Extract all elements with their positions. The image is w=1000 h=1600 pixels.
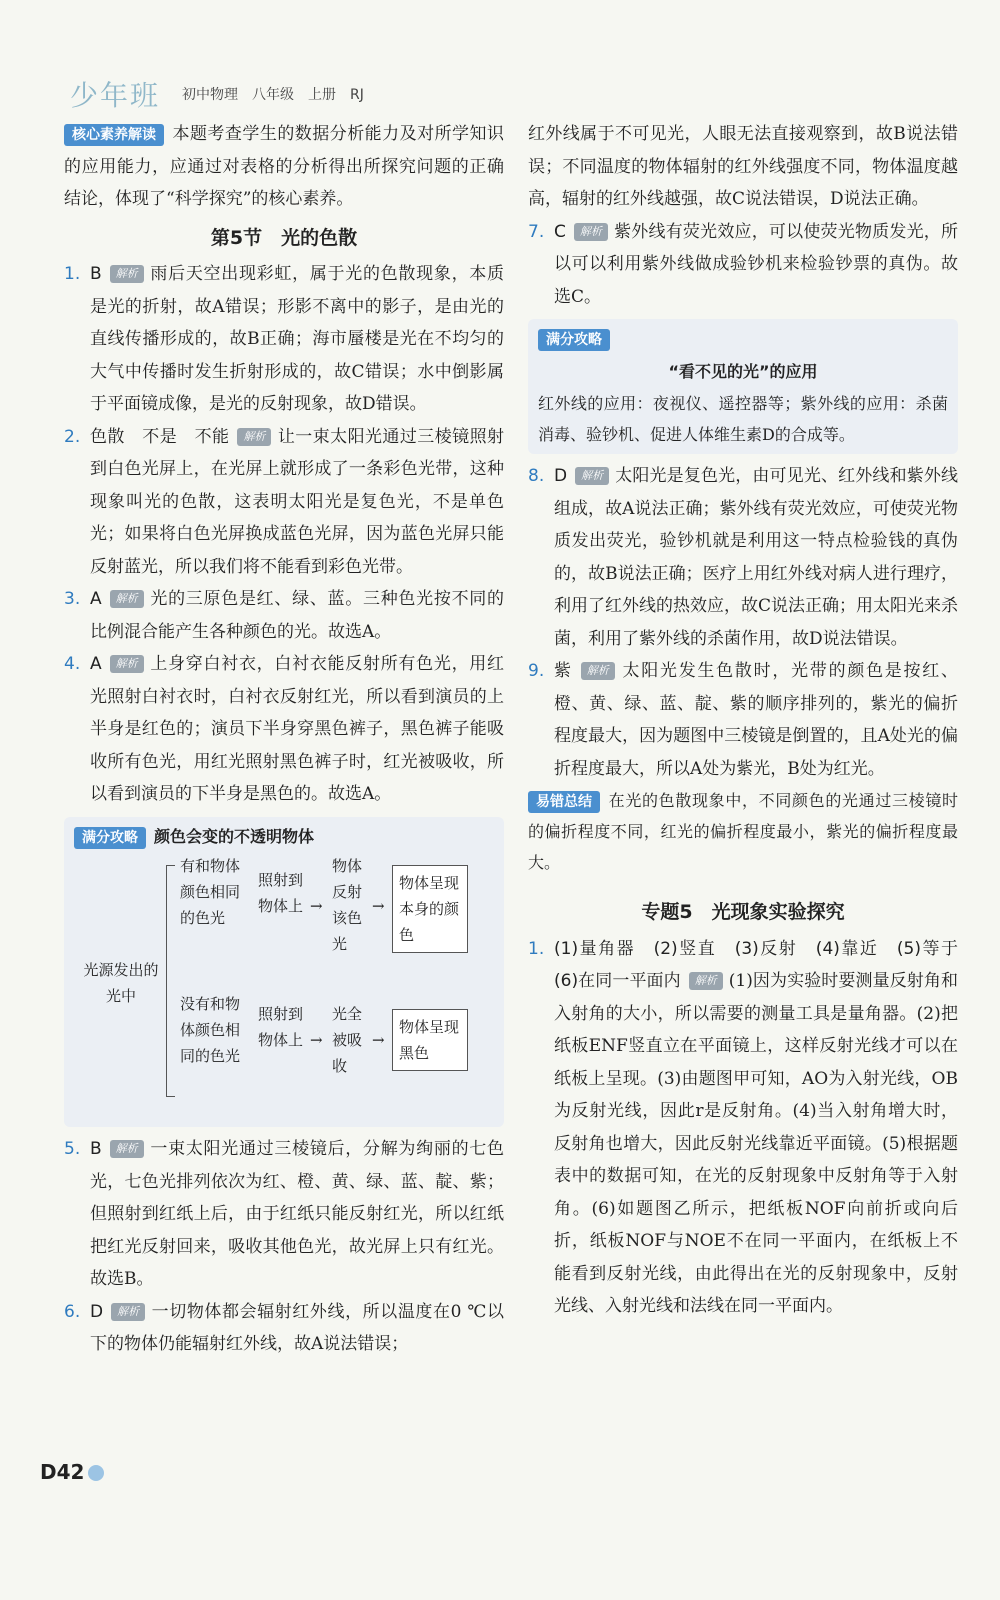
item-answer: B	[90, 264, 102, 284]
diagram-mid1a: 照射到物体上	[258, 871, 304, 915]
analysis-tag: 解析	[110, 265, 144, 283]
analysis-tag: 解析	[111, 1303, 145, 1321]
diagram-mid1b: 物体反射该色光	[332, 857, 363, 953]
error-summary-badge: 易错总结	[528, 791, 600, 813]
item-text: 太阳光是复色光，由可见光、红外线和紫外线组成，故A说法正确；紫外线有荧光效应，可使荧光物质发出荧光，验钞机就是利用这一特点检验钱的真伪的，故B说法正确；医疗上用红外线对病人进行理疗，利用了红外线的热效应，故C说法正确；用太阳光来杀菌，利用了紫外线的杀菌作用，故D说法错误。	[554, 466, 959, 649]
brand-logo: 少年班	[70, 79, 161, 112]
analysis-tag: 解析	[110, 1140, 144, 1158]
arrow-icon: →	[310, 1031, 323, 1049]
item-number: 7.	[528, 221, 545, 242]
item-answer: A	[90, 589, 102, 609]
box-title: 颜色会变的不透明物体	[154, 826, 315, 846]
diagram-branch2: 没有和物体颜色相同的色光	[180, 995, 241, 1065]
page-number	[40, 1460, 104, 1484]
item-number: 6.	[64, 1301, 81, 1322]
item-text: 让一束太阳光通过三棱镜照射到白色光屏上，在光屏上就形成了一条彩色光带，这种现象叫光的色散，这表明太阳光是复色光，不是单色光；如果将白色光屏换成蓝色光屏，因为蓝色光屏只能反射蓝光，所以我们将不能看到彩色光带。	[90, 426, 505, 577]
diagram-result2: 物体呈现黑色	[392, 1009, 468, 1071]
arrow-icon: →	[372, 897, 385, 915]
item-text: 一束太阳光通过三棱镜后，分解为绚丽的七色光，七色光排列依次为红、橙、黄、绿、蓝、靛、紫；但照射到红纸上后，由于红纸只能反射红光，所以红纸把红光反射回来，吸收其他色光，故光屏上只有红光。故选B。	[90, 1139, 504, 1289]
item-text: 太阳光发生色散时，光带的颜色是按红、橙、黄、绿、蓝、靛、紫的顺序排列的，紫光的偏折程度最大，因为题图中三棱镜是倒置的，且A处光的偏折程度最大，所以A处为紫光，B处为红光。	[554, 661, 959, 779]
analysis-tag: 解析	[581, 662, 615, 680]
item-answer: C	[554, 221, 566, 242]
full-score-badge: 满分攻略	[74, 827, 146, 849]
item-number: 5.	[64, 1139, 81, 1159]
page-number-text: D42	[40, 1460, 85, 1484]
item-answer: (1)量角器 (2)竖直 (3)反射 (4)靠近 (5)等于 (6)在同一平面内	[554, 938, 975, 991]
item-answer: D	[90, 1301, 104, 1322]
answer-item	[528, 655, 958, 785]
diagram-brace	[166, 865, 175, 1097]
color-diagram	[74, 853, 494, 1123]
full-score-box	[528, 319, 958, 454]
answer-item	[528, 933, 975, 1323]
analysis-tag: 解析	[110, 655, 144, 673]
item-text: (1)因为实验时要测量反射角和入射角的大小，所以需要的测量工具是量角器。(2)把纸板ENF竖直立在平面镜上，这样反射光线才可以在纸板上呈现。(3)由题图甲可知，AO为入射光线，OB为反射光线，因此r是反射角。(4)当入射角增大时，反射角也增大，因此反射光线靠近平面镜。(5)根据题表中的数据可知，在光的反射现象中反射角等于入射角。(6)如题图乙所示，把纸板NOF向前折或向后折，纸板NOF与NOE不在同一平面内，在纸板上不能看到反射光线，由此得出在光的反射现象中，反射光线、入射光线和法线在同一平面内。	[554, 971, 958, 1316]
core-literacy-badge: 核心素养解读	[64, 124, 164, 146]
answer-item	[64, 1296, 504, 1361]
section-title: 第5节 光的色散	[210, 226, 358, 249]
diagram-branch1: 有和物体颜色相同的色光	[180, 857, 241, 927]
arrow-icon: →	[310, 897, 323, 915]
box-text: 红外线的应用：夜视仪、遥控器等；紫外线的应用：杀菌消毒、验钞机、促进人体维生素D的合成等。	[538, 394, 948, 444]
arrow-icon: →	[372, 1031, 385, 1049]
analysis-tag: 解析	[110, 590, 144, 608]
intro-block	[64, 118, 504, 216]
answer-item	[528, 216, 958, 314]
answer-item	[528, 460, 958, 655]
answer-item	[64, 421, 504, 584]
item-number: 1.	[528, 938, 545, 959]
item-number: 1.	[64, 264, 81, 284]
analysis-tag: 解析	[574, 223, 608, 241]
full-score-badge: 满分攻略	[538, 329, 610, 351]
page-dot-icon	[88, 1465, 104, 1481]
item-answer: A	[90, 654, 102, 674]
diagram-source: 光源发出的光中	[83, 961, 159, 1005]
answer-item	[64, 1133, 504, 1296]
item-number: 9.	[528, 661, 545, 681]
right-column	[528, 118, 975, 1323]
topic-title: 专题5 光现象实验探究	[641, 901, 845, 923]
item-text: 上身穿白衬衣，白衬衣能反射所有色光，用红光照射白衬衣时，白衬衣反射红光，所以看到演员的上半身是红色的；演员下半身穿黑色裤子，黑色裤子能吸收所有色光，用红光照射黑色裤子时，红光被吸收，所以看到演员的下半身是黑色的。故选A。	[90, 654, 504, 804]
intro-text: 本题考查学生的数据分析能力及对所学知识的应用能力，应通过对表格的分析得出所探究问题的正确结论，体现了“科学探究”的核心素养。	[64, 124, 504, 209]
analysis-tag: 解析	[689, 972, 723, 990]
left-column	[64, 118, 504, 1361]
diagram-result1: 物体呈现本身的颜色	[392, 865, 468, 953]
item-number: 8.	[528, 466, 545, 486]
item-answer: D	[554, 466, 568, 486]
item-answer: B	[90, 1139, 102, 1159]
item-text: 一切物体都会辐射红外线，所以温度在0 ℃以下的物体仍能辐射红外线，故A说法错误；	[90, 1301, 504, 1354]
full-score-box	[64, 817, 504, 1128]
error-summary-text: 在光的色散现象中，不同颜色的光通过三棱镜时的偏折程度不同，红光的偏折程度最小，紫光的偏折程度最大。	[528, 791, 958, 872]
item-text: 紫外线有荧光效应，可以使荧光物质发光，所以可以利用紫外线做成验钞机来检验钞票的真伪。故选C。	[554, 221, 958, 307]
item-number: 3.	[64, 589, 81, 609]
error-summary	[528, 785, 958, 878]
item-text: 光的三原色是红、绿、蓝。三种色光按不同的比例混合能产生各种颜色的光。故选A。	[90, 589, 504, 642]
diagram-mid2a: 照射到物体上	[258, 1005, 304, 1049]
answer-item	[64, 258, 504, 421]
item-answer: 色散 不是 不能	[90, 426, 230, 447]
item-text: 雨后天空出现彩虹，属于光的色散现象，本质是光的折射，故A错误；形影不离中的影子，是由光的直线传播形成的，故B正确；海市蜃楼是光在不均匀的大气中传播时发生折射形成的，故C错误；水中倒影属于平面镜成像，是光的反射现象，故D错误。	[90, 264, 504, 414]
box-title: “看不见的光”的应用	[668, 361, 818, 381]
answer-item	[64, 648, 504, 811]
item-number: 4.	[64, 654, 81, 674]
item6-continued: 红外线属于不可见光，人眼无法直接观察到，故B说法错误；不同温度的物体辐射的红外线强度不同，物体温度越高，辐射的红外线越强，故C说法错误，D说法正确。	[528, 124, 958, 209]
answer-item	[64, 583, 504, 648]
diagram-mid2b: 光全被吸收	[332, 1005, 363, 1075]
analysis-tag: 解析	[575, 467, 609, 485]
book-meta: 初中物理 八年级 上册 RJ	[182, 87, 364, 103]
item-number: 2.	[64, 426, 81, 447]
analysis-tag: 解析	[237, 428, 271, 446]
item-answer: 紫	[554, 661, 573, 681]
